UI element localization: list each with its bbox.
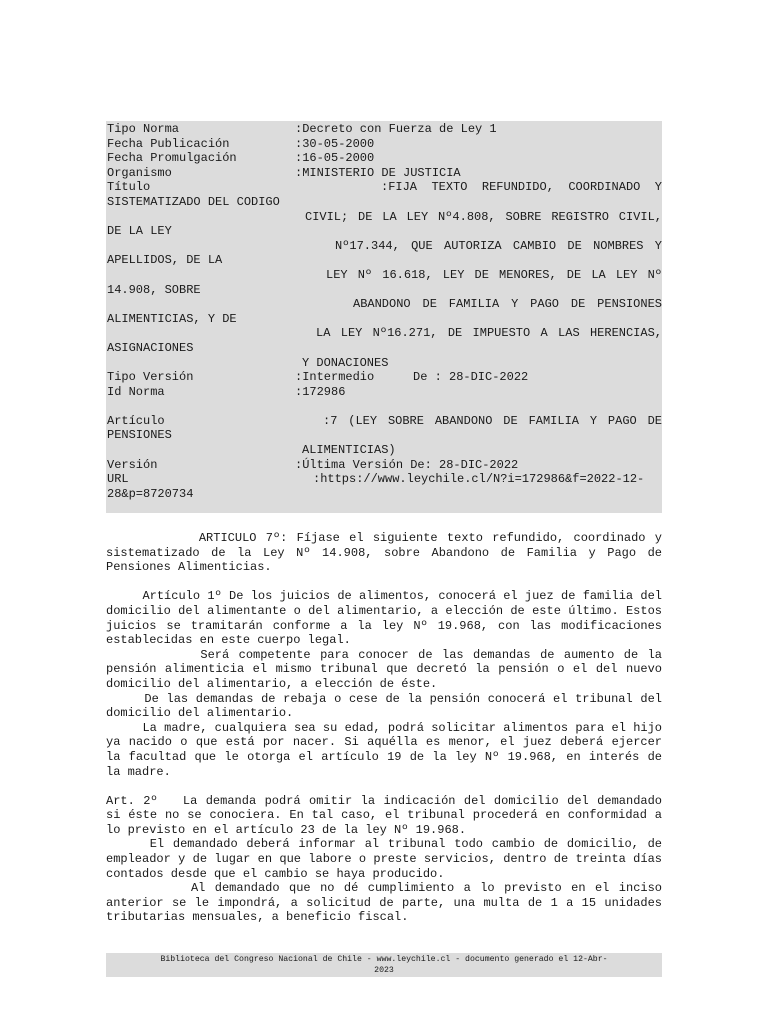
footer-line-2: 2023 bbox=[374, 966, 394, 975]
value-organismo: :MINISTERIO DE JUSTICIA bbox=[295, 165, 461, 180]
value-fecha-publicacion: :30-05-2000 bbox=[295, 136, 375, 151]
paragraph: De las demandas de rebaja o cese de la pensión conocerá el tribunal del domicilio del alimentario. bbox=[106, 691, 670, 721]
row-url bbox=[106, 472, 662, 487]
titulo-line: ABANDONO DE FAMILIA Y PAGO DE PENSIONES bbox=[353, 297, 662, 312]
paragraph: Art. 2º La demanda podrá omitir la indicación del domicilio del demandado si éste no se conociera. En tal caso, el tribunal procederá en conformidad a lo previsto en el artículo 23 de la ley Nº 19.968. bbox=[106, 793, 670, 837]
page-footer bbox=[106, 953, 662, 977]
label-url: URL bbox=[107, 472, 129, 487]
titulo-row bbox=[106, 326, 662, 341]
titulo-row bbox=[106, 210, 662, 225]
titulo-row bbox=[106, 341, 662, 356]
url-line: :https://www.leychile.cl/N?i=172986&f=2022-12- bbox=[313, 472, 645, 487]
row-id-norma bbox=[106, 385, 662, 400]
titulo-line: ASIGNACIONES bbox=[107, 340, 194, 355]
row-version bbox=[106, 458, 662, 473]
titulo-line: Y DONACIONES bbox=[302, 355, 389, 370]
titulo-line: SISTEMATIZADO DEL CODIGO bbox=[107, 194, 280, 209]
norma-metadata-box bbox=[106, 121, 662, 513]
paragraph: La madre, cualquiera sea su edad, podrá solicitar alimentos para el hijo ya nacido o que está por nacer. Si aquélla es menor, el juez deberá ejercer la facultad que le otorga el artículo 19 de la ley Nº 19.968, en interés de la madre. bbox=[106, 720, 670, 779]
row-titulo bbox=[106, 180, 662, 195]
titulo-line: Nº17.344, QUE AUTORIZA CAMBIO DE NOMBRES Y bbox=[335, 238, 662, 253]
label-fecha-promulgacion: Fecha Promulgación bbox=[107, 151, 237, 166]
value-id-norma: :172986 bbox=[295, 384, 346, 399]
titulo-line: 14.908, SOBRE bbox=[107, 282, 201, 297]
paragraph: El demandado deberá informar al tribunal todo cambio de domicilio, de empleador y de lugar en que labore o preste servicios, dentro de treinta días contados desde que el cambio se haya producido. bbox=[106, 837, 670, 881]
titulo-line: CIVIL; DE LA LEY Nº4.808, SOBRE REGISTRO CIVIL, bbox=[305, 209, 662, 224]
paragraph-gap bbox=[106, 779, 662, 794]
titulo-row bbox=[106, 195, 662, 210]
paragraph-gap bbox=[106, 575, 662, 590]
titulo-line: APELLIDOS, DE LA bbox=[107, 253, 223, 268]
label-tipo-version: Tipo Versión bbox=[107, 370, 194, 385]
label-organismo: Organismo bbox=[107, 165, 172, 180]
value-tipo-version-de: De : 28-DIC-2022 bbox=[413, 370, 529, 385]
titulo-row bbox=[106, 297, 662, 312]
titulo-row bbox=[106, 253, 662, 268]
titulo-row bbox=[106, 239, 662, 254]
titulo-row bbox=[106, 268, 662, 283]
value-fecha-promulgacion: :16-05-2000 bbox=[295, 151, 375, 166]
titulo-line: :FIJA TEXTO REFUNDIDO, COORDINADO Y bbox=[381, 180, 662, 195]
value-tipo-version: :Intermedio bbox=[295, 370, 375, 385]
paragraph: Al demandado que no dé cumplimiento a lo previsto en el inciso anterior se le impondrá, a solicitud de parte, una multa de 1 a 15 unidades tributarias mensuales, a beneficio fiscal. bbox=[106, 881, 670, 925]
row-tipo-norma bbox=[106, 122, 662, 137]
titulo-line: LEY Nº 16.618, LEY DE MENORES, DE LA LEY Nº bbox=[326, 267, 662, 282]
url-row bbox=[106, 487, 662, 502]
label-titulo: Título bbox=[107, 180, 151, 195]
titulo-row bbox=[106, 356, 662, 371]
articulo-line: ALIMENTICIAS) bbox=[302, 443, 396, 458]
footer-line-1: Biblioteca del Congreso Nacional de Chile - www.leychile.cl - documento generado el 12-Abr- bbox=[160, 955, 608, 964]
titulo-row bbox=[106, 283, 662, 298]
label-fecha-publicacion: Fecha Publicación bbox=[107, 136, 230, 151]
titulo-line: DE LA LEY bbox=[107, 224, 172, 239]
row-organismo bbox=[106, 166, 662, 181]
article-body bbox=[106, 531, 670, 925]
row-fecha-publicacion bbox=[106, 137, 662, 152]
label-tipo-norma: Tipo Norma bbox=[107, 122, 180, 136]
paragraph: ARTICULO 7º: Fíjase el siguiente texto refundido, coordinado y sistematizado de la Ley Nº 14.908, sobre Abandono de Familia y Pago de Pensiones Alimenticias. bbox=[106, 531, 670, 575]
value-version: :Última Versión De: 28-DIC-2022 bbox=[295, 457, 519, 472]
articulo-row bbox=[106, 443, 662, 458]
row-tipo-version bbox=[106, 370, 662, 385]
label-id-norma: Id Norma bbox=[107, 384, 165, 399]
paragraph: Será competente para conocer de las demandas de aumento de la pensión alimenticia el mismo tribunal que decretó la pensión o el del nuevo domicilio del alimentario, a elección de éste. bbox=[106, 647, 670, 691]
titulo-row bbox=[106, 312, 662, 327]
spacer bbox=[106, 399, 662, 414]
paragraph: Artículo 1º De los juicios de alimentos, conocerá el juez de familia del domicilio del alimentante o del alimentario, a elección de este último. Estos juicios se tramitarán conforme a la ley Nº 19.968, con las modificaciones establecidas en este cuerpo legal. bbox=[106, 589, 670, 648]
articulo-line: :7 (LEY SOBRE ABANDONO DE FAMILIA Y PAGO DE bbox=[323, 413, 662, 428]
titulo-row bbox=[106, 224, 662, 239]
articulo-line: PENSIONES bbox=[107, 428, 172, 443]
titulo-line: LA LEY Nº16.271, DE IMPUESTO A LAS HERENCIAS, bbox=[316, 326, 662, 341]
label-version: Versión bbox=[107, 457, 158, 472]
row-fecha-promulgacion bbox=[106, 151, 662, 166]
articulo-row bbox=[106, 428, 662, 443]
value-tipo-norma: :Decreto con Fuerza de Ley 1 bbox=[295, 122, 497, 136]
row-articulo bbox=[106, 414, 662, 429]
url-line: 28&p=8720734 bbox=[107, 486, 194, 501]
titulo-line: ALIMENTICIAS, Y DE bbox=[107, 311, 237, 326]
label-articulo: Artículo bbox=[107, 413, 165, 428]
